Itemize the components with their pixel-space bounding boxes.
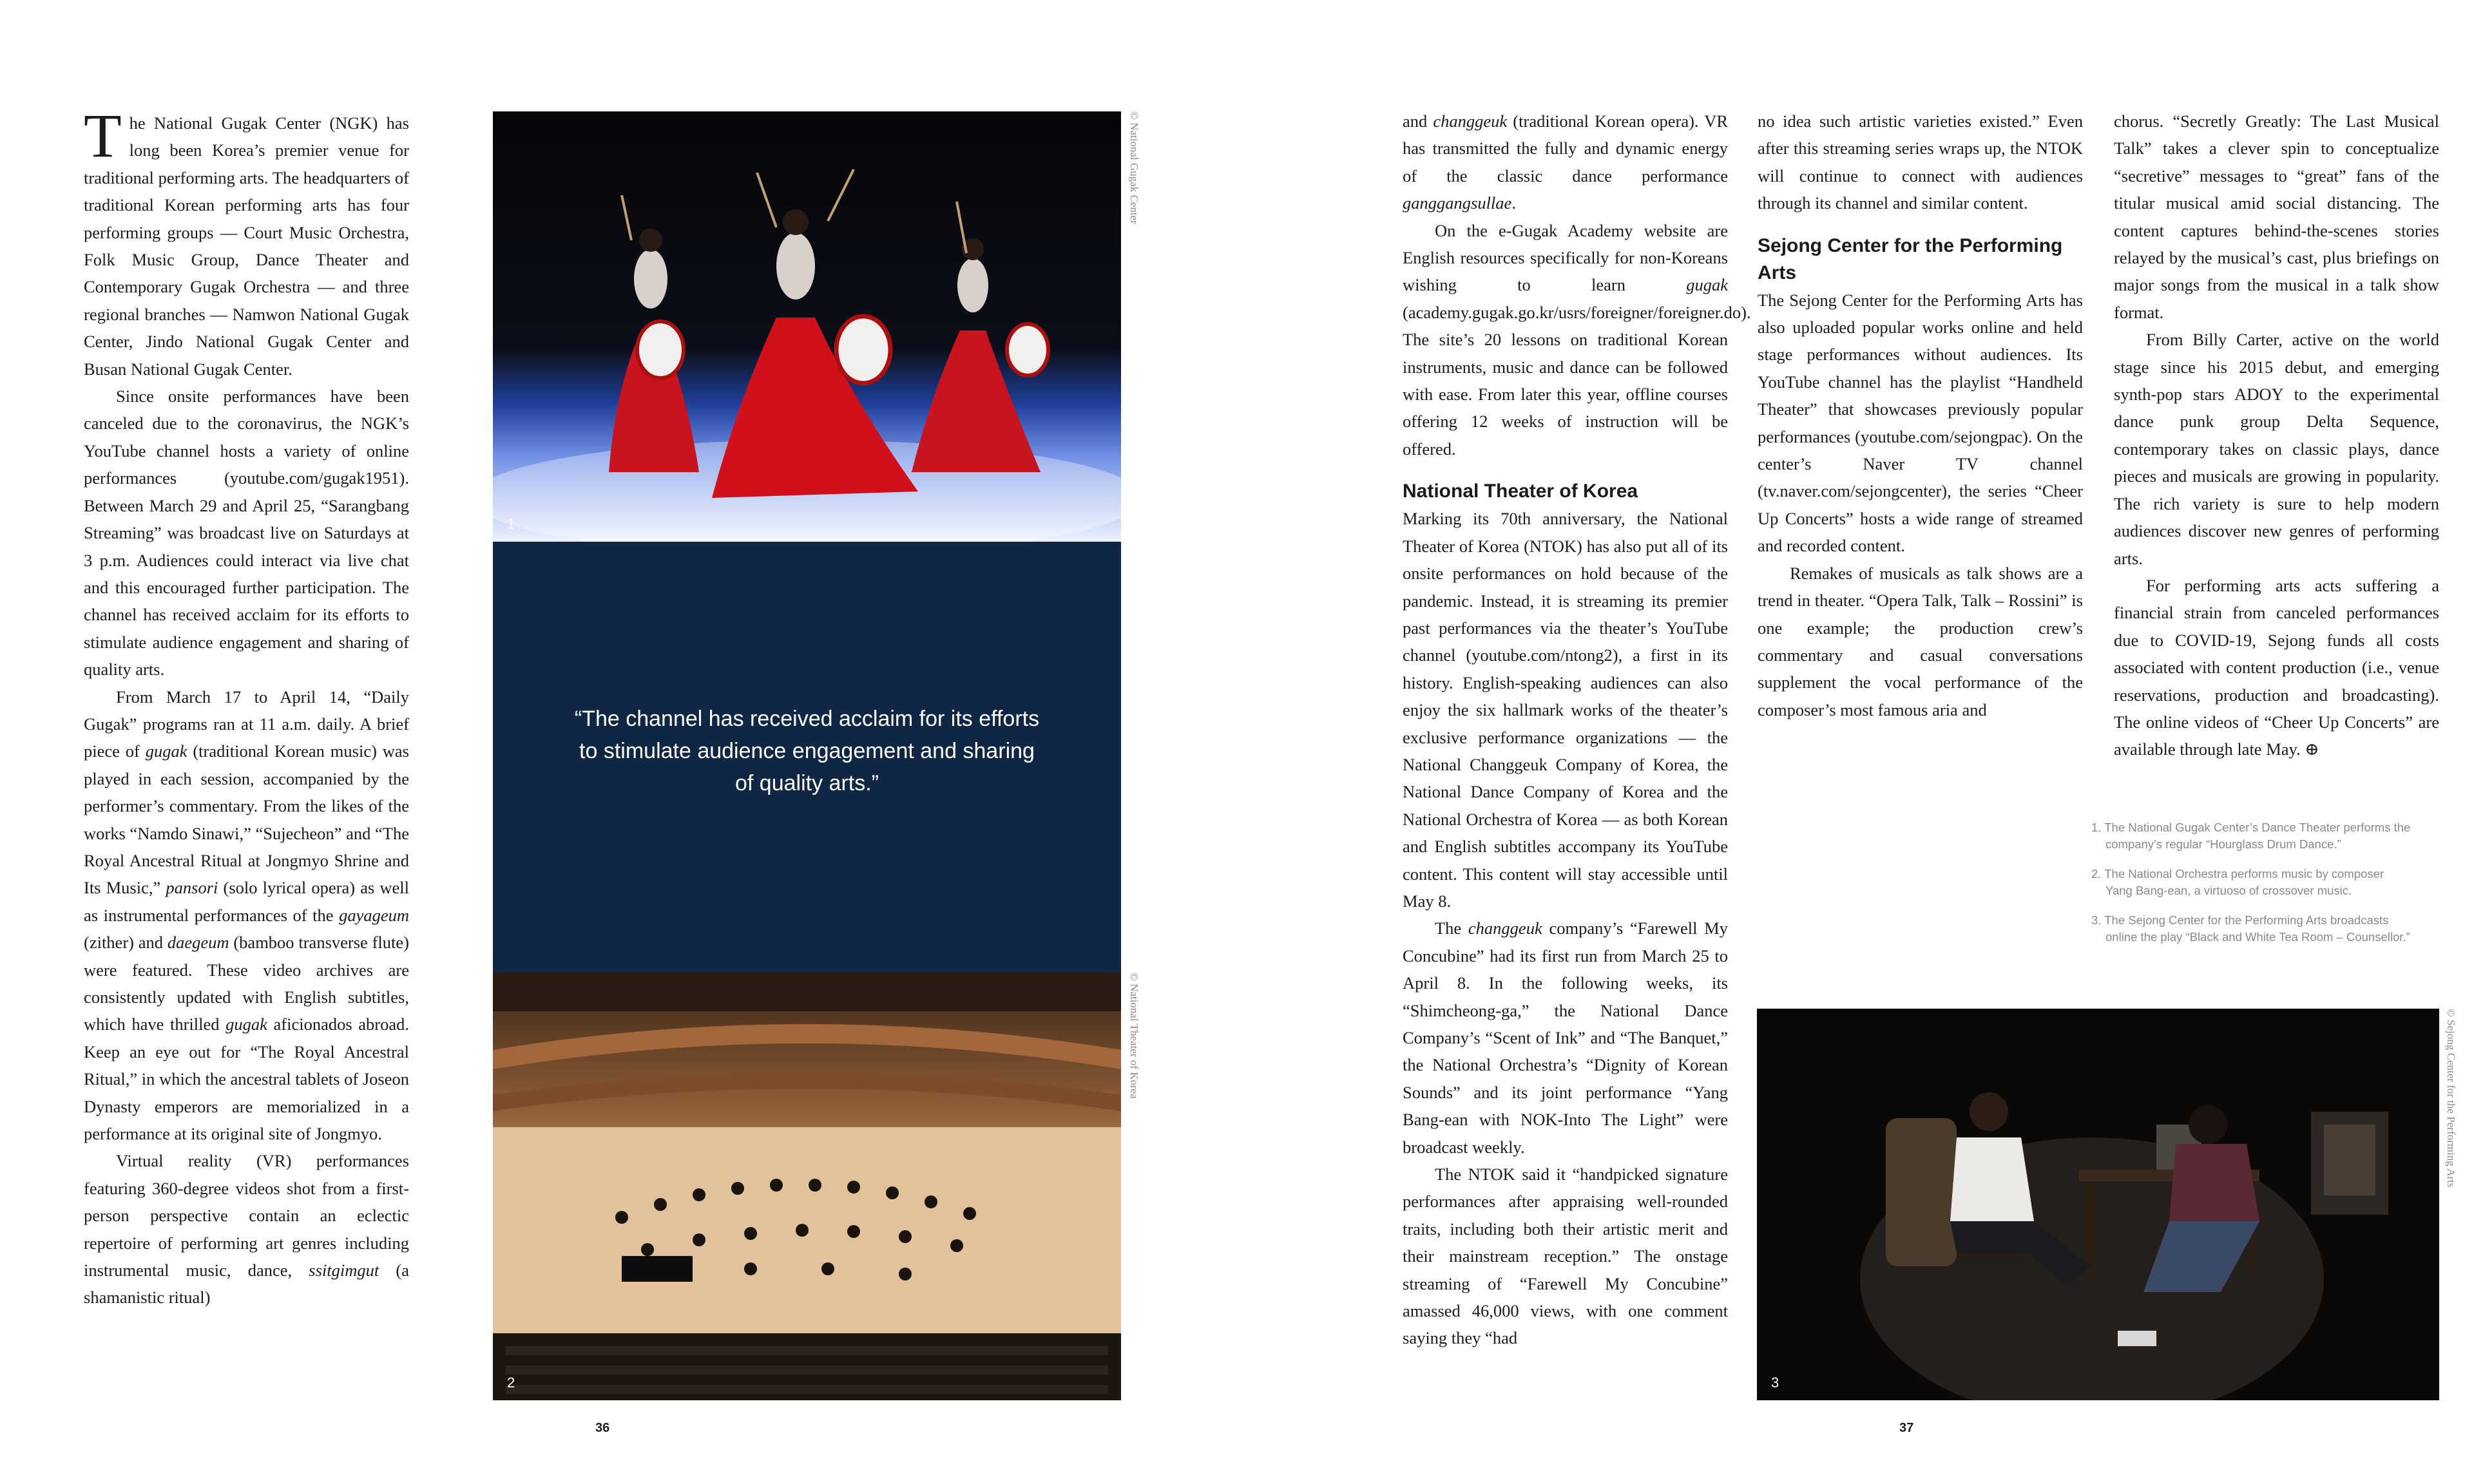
paragraph-ngk-intro: The National Gugak Center (NGK) has long been Korea’s premier venue for traditional performing arts. The headquarters of traditional Korean performing arts has four performing groups — Court Music Orchestra, Folk Music Group, Dance Theater and Contemporary Gugak Orchestra — and three regional branches — Namwon National Gugak Center, Jindo National Gugak Center and Busan National Gugak Center. <box>84 101 409 379</box>
photo-number-3: 3 <box>1771 1375 1779 1391</box>
paragraph-ntok-end: no idea such artistic varieties existed.” Even after this streaming series wraps up, the NTOK will continue to connect with audiences through its channel and similar content. <box>1758 111 2083 213</box>
orchestra-hall-image <box>493 973 1121 1400</box>
paragraph-daily-gugak: From March 17 to April 14, “Daily Gugak” programs ran at 11 a.m. daily. A brief piece of gugak (traditional Korean music) was played in each session, accompanied by the performer’s commentary. From the likes of the works “Namdo Sinawi,” “Sujecheon” and “The Royal Ancestral Ritual at Jongmyo Shrine and Its Music,” pansori (solo lyrical opera) as well as instrumental performances of the gayageum (zither) and daegeum (bamboo transverse flute) were featured. These video archives are consistently updated with English subtitles, which have thrilled gugak aficionados abroad. Keep an eye out for “The Royal Ancestral Ritual,” in which the ancestral tablets of Joseon Dynasty emperors are memorialized in a performance at its original site of Jongmyo. <box>84 687 410 1144</box>
photo-drum-dance <box>493 111 1121 542</box>
right-body-column-3 <box>2114 108 2439 763</box>
subheading-ntok: National Theater of Korea <box>1403 480 1638 502</box>
paragraph-covid-funding: For performing arts acts suffering a financial strain from canceled performances due to COVID-19, Sejong funds all costs associated with content production (i.e., venue reservations, production and broadcasting). The online videos of “Cheer Up Concerts” are available through late May. ⊕ <box>2114 575 2439 759</box>
gugak-logo-icon: ⊕ <box>2305 739 2319 759</box>
paragraph-youtube: Since onsite performances have been canceled due to the coronavirus, the NGK’s YouTube channel hosts a variety of online performances (youtube.com/gugak1951). Between March 29 and April 25, “Sarangbang Streaming” was broadcast live on Saturdays at 3 p.m. Audiences could interact via live chat and this encouraged further participation. The channel has received acclaim for its efforts to stimulate audience engagement and sharing of quality arts. <box>84 386 409 680</box>
caption-2: 2. The National Orchestra performs music by composer Yang Bang-ean, a virtuoso of crossover music. <box>2091 867 2384 897</box>
paragraph-remakes: Remakes of musicals as talk shows are a trend in theater. “Opera Talk, Talk – Rossini” is one example; the production crew’s commentary and casual conversations supplement the vocal performance of the composer’s most famous aria and <box>1758 563 2083 719</box>
paragraph-sejong: The Sejong Center for the Performing Arts has also uploaded popular works online and held stage performances without audiences. Its YouTube channel has the playlist “Handheld Theater” that showcases previously popular performances (youtube.com/sejongpac). On the center’s Naver TV channel (tv.naver.com/sejongcenter), the series “Cheer Up Concerts” hosts a wide range of streamed and recorded content. <box>1758 290 2083 556</box>
page-number-right: 37 <box>1899 1421 1914 1435</box>
paragraph-billy-carter: From Billy Carter, active on the world stage since his 2015 debut, and emerging synth-pop stars ADOY to the experimental dance punk group Delta Sequence, contemporary takes on classic plays, dance pieces and musicals are growing in popularity. The rich variety is sure to help modern audiences discover new genres of performing arts. <box>2114 330 2439 568</box>
paragraph-vr: Virtual reality (VR) performances featuring 360-degree videos shot from a first-person perspective contain an eclectic repertoire of performing art genres including instrumental music, dance, ssitgimgut (a shamanistic ritual) <box>84 1151 409 1308</box>
sejong-play-image <box>1757 1009 2439 1400</box>
drum-dance-image <box>493 111 1121 542</box>
right-body-column-2 <box>1758 108 2083 723</box>
paragraph-farewell: The changgeuk company’s “Farewell My Concubine” had its first run from March 25 to April 8. In the following weeks, its “Shimcheong-ga,” the National Dance Company’s “Scent of Ink” and “The Banquet,” the National Orchestra’s “Dignity of Korean Sounds” and its joint performance “Yang Bang-ean with NOK-Into The Light” were broadcast weekly. <box>1403 918 1728 1157</box>
photo-credit-ngk: © National Gugak Center <box>1128 111 1140 224</box>
photo-number-2: 2 <box>507 1375 515 1391</box>
photo-sejong-play <box>1757 1009 2439 1400</box>
photo-credit-sejong: © Sejong Center for the Performing Arts <box>2445 1009 2457 1188</box>
caption-3: 3. The Sejong Center for the Performing Arts broadcasts online the play “Black and White Tea Room – Counsellor.” <box>2091 913 2410 944</box>
page-number-left: 36 <box>595 1421 610 1435</box>
paragraph-ntok-said: The NTOK said it “handpicked signature performances after appraising well-rounded traits, including both their artistic merit and their mainstream reception.” The onstage streaming of “Farewell My Concubine” amassed 46,000 views, with one comment saying they “had <box>1403 1165 1728 1348</box>
photo-number-1: 1 <box>507 516 515 532</box>
paragraph-e-gugak: On the e-Gugak Academy website are English resources specifically for non-Koreans wishing to learn gugak (academy.gugak.go.kr/usrs/foreigner/foreigner.do). The site’s 20 lessons on traditional Korean instruments, music and dance can be followed with ease. From later this year, offline courses offering 12 weeks of instruction will be offered. <box>1403 220 1751 459</box>
paragraph-ntok-anniversary: Marking its 70th anniversary, the National Theater of Korea (NTOK) has also put all of its onsite performances on hold because of the pandemic. Instead, it is streaming its premier past performances via the theater’s YouTube channel (youtube.com/ntong2), a first in its history. English-speaking audiences can also enjoy the six hallmark works of the theater’s exclusive performance organizations — the National Changgeuk Company of Korea, the National Dance Company of Korea and the National Orchestra of Korea — as both Korean and English subtitles accompany its YouTube content. This content will stay accessible until May 8. <box>1403 509 1728 911</box>
paragraph-secretly-greatly: chorus. “Secretly Greatly: The Last Musical Talk” takes a clever spin to conceptualize “secretive” messages to “great” fans of the titular musical amid social distancing. The content captures behind-the-scenes stories relayed by the musical’s cast, plus briefings on major songs from the musical in a talk show format. <box>2114 111 2439 322</box>
photo-captions <box>2091 819 2413 958</box>
left-body-column <box>84 101 410 1311</box>
pull-quote-box <box>493 542 1121 973</box>
drop-cap: T <box>84 101 122 170</box>
paragraph-vr-continued: and changgeuk (traditional Korean opera). VR has transmitted the fully and dynamic energy of the classic dance performance ganggangsullae. <box>1403 111 1729 213</box>
subheading-sejong: Sejong Center for the Performing Arts <box>1758 234 2063 283</box>
photo-orchestra-hall <box>493 973 1121 1400</box>
pull-quote: “The channel has received acclaim for its efforts to stimulate audience engagement and sharing of quality arts.” <box>574 707 1040 795</box>
right-body-column-1 <box>1403 108 1751 1352</box>
photo-credit-ntok: © National Theater of Korea <box>1128 973 1140 1099</box>
caption-1: 1. The National Gugak Center’s Dance Theater performs the company’s regular “Hourglass Drum Dance.” <box>2091 821 2411 851</box>
